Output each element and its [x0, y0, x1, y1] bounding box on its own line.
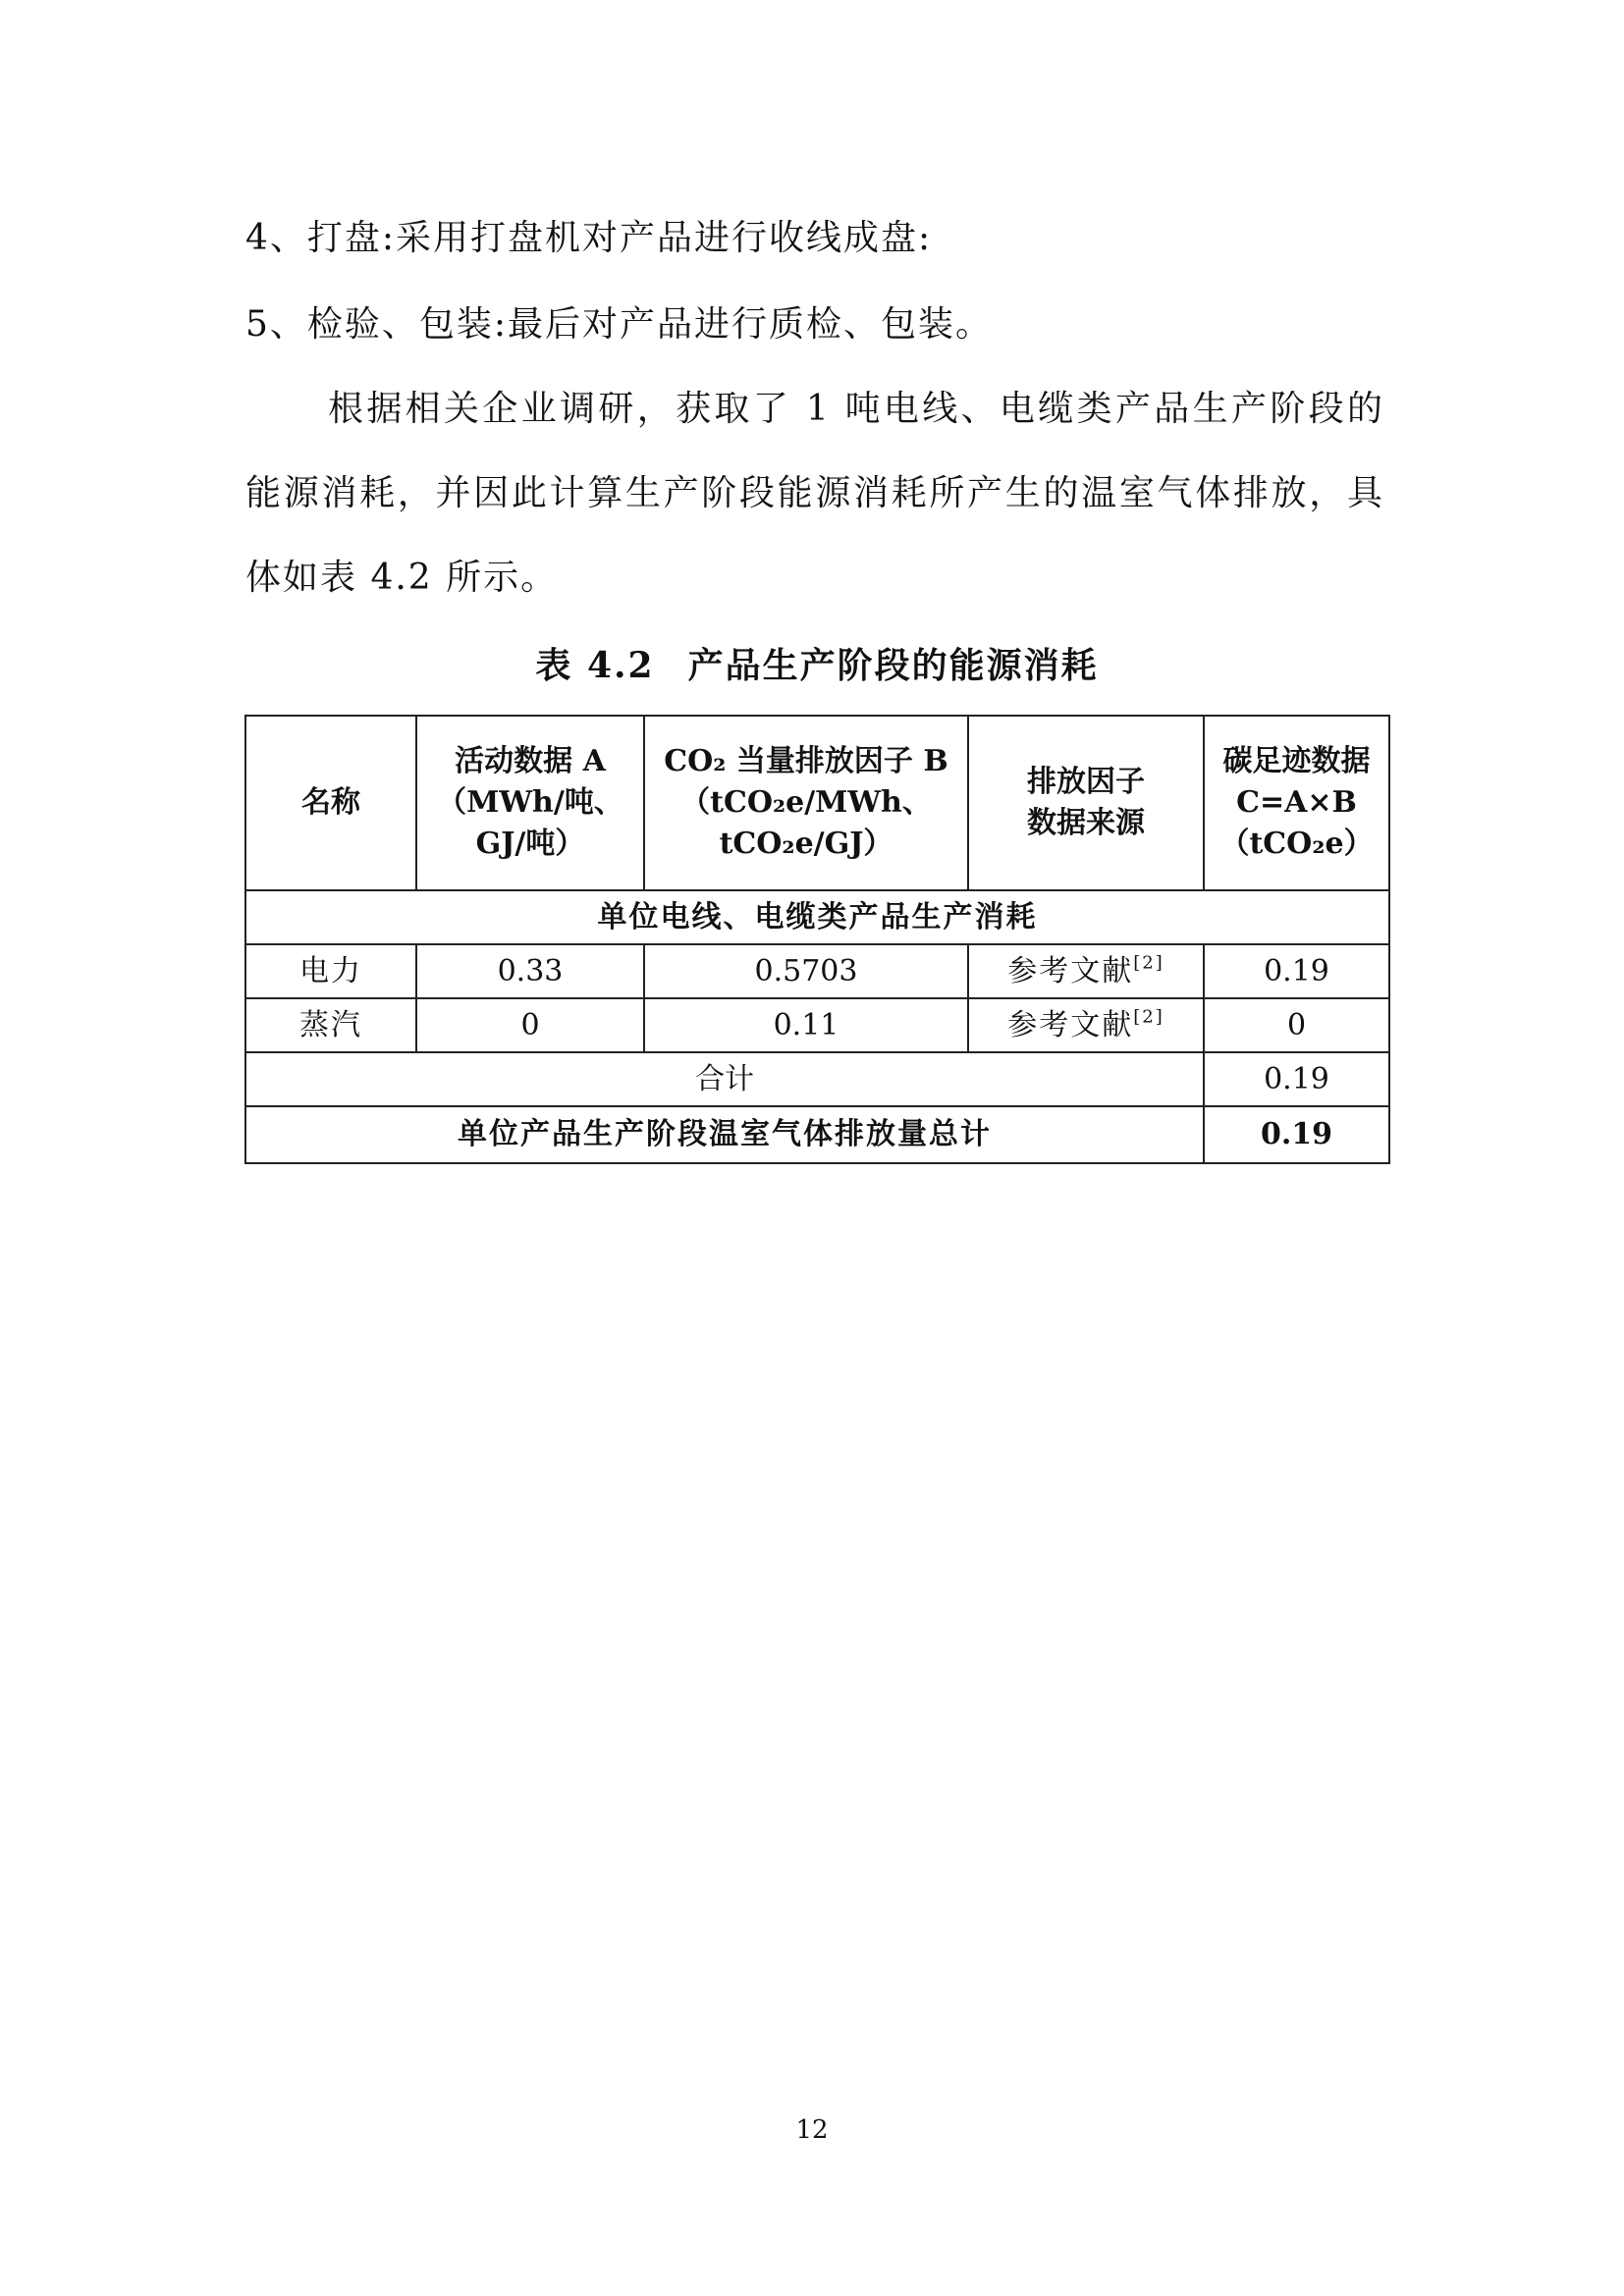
table-row: [245, 998, 1389, 1052]
header-emission-factor: CO₂ 当量排放因子 B （tCO₂e/MWh、 tCO₂e/GJ）: [644, 716, 968, 890]
row-source: 参考文献[2]: [968, 944, 1204, 998]
table-caption-title: 产品生产阶段的能源消耗: [687, 645, 1099, 686]
section-row: [245, 890, 1389, 944]
energy-consumption-table: [244, 715, 1390, 1164]
total-row: [245, 1106, 1389, 1163]
row-footprint: 0: [1204, 998, 1389, 1052]
paragraph-summary: 根据相关企业调研，获取了 1 吨电线、电缆类产品生产阶段的能源消耗，并因此计算生产阶段能源消耗所产生的温室气体排放，具体如表 4.2 所示。: [245, 389, 1384, 598]
row-name: 蒸汽: [245, 998, 416, 1052]
header-carbon-footprint: 碳足迹数据 C=A×B （tCO₂e）: [1204, 716, 1389, 890]
subtotal-label: 合计: [245, 1052, 1204, 1106]
total-label: 单位产品生产阶段温室气体排放量总计: [245, 1106, 1204, 1163]
page-number: 12: [795, 2115, 829, 2145]
paragraph-step-5: 5、检验、包装:最后对产品进行质检、包装。: [245, 304, 994, 345]
table-caption: [245, 638, 1388, 688]
section-title: 单位电线、电缆类产品生产消耗: [245, 890, 1389, 944]
paragraph-step-4: 4、打盘:采用打盘机对产品进行收线成盘:: [245, 218, 933, 258]
row-activity: 0.33: [416, 944, 644, 998]
row-activity: 0: [416, 998, 644, 1052]
row-source: 参考文献[2]: [968, 998, 1204, 1052]
row-footprint: 0.19: [1204, 944, 1389, 998]
subtotal-value: 0.19: [1204, 1052, 1389, 1106]
row-name: 电力: [245, 944, 416, 998]
row-factor: 0.11: [644, 998, 968, 1052]
header-name: 名称: [245, 716, 416, 890]
header-factor-source: 排放因子 数据来源: [968, 716, 1204, 890]
reference-superscript: [2]: [1133, 1005, 1164, 1027]
reference-superscript: [2]: [1133, 951, 1164, 973]
total-value: 0.19: [1204, 1106, 1389, 1163]
header-activity-data: 活动数据 A （MWh/吨、 GJ/吨）: [416, 716, 644, 890]
subtotal-row: [245, 1052, 1389, 1106]
table-row: [245, 944, 1389, 998]
table-caption-number: 表 4.2: [535, 645, 655, 686]
row-factor: 0.5703: [644, 944, 968, 998]
table-header-row: [245, 716, 1389, 890]
